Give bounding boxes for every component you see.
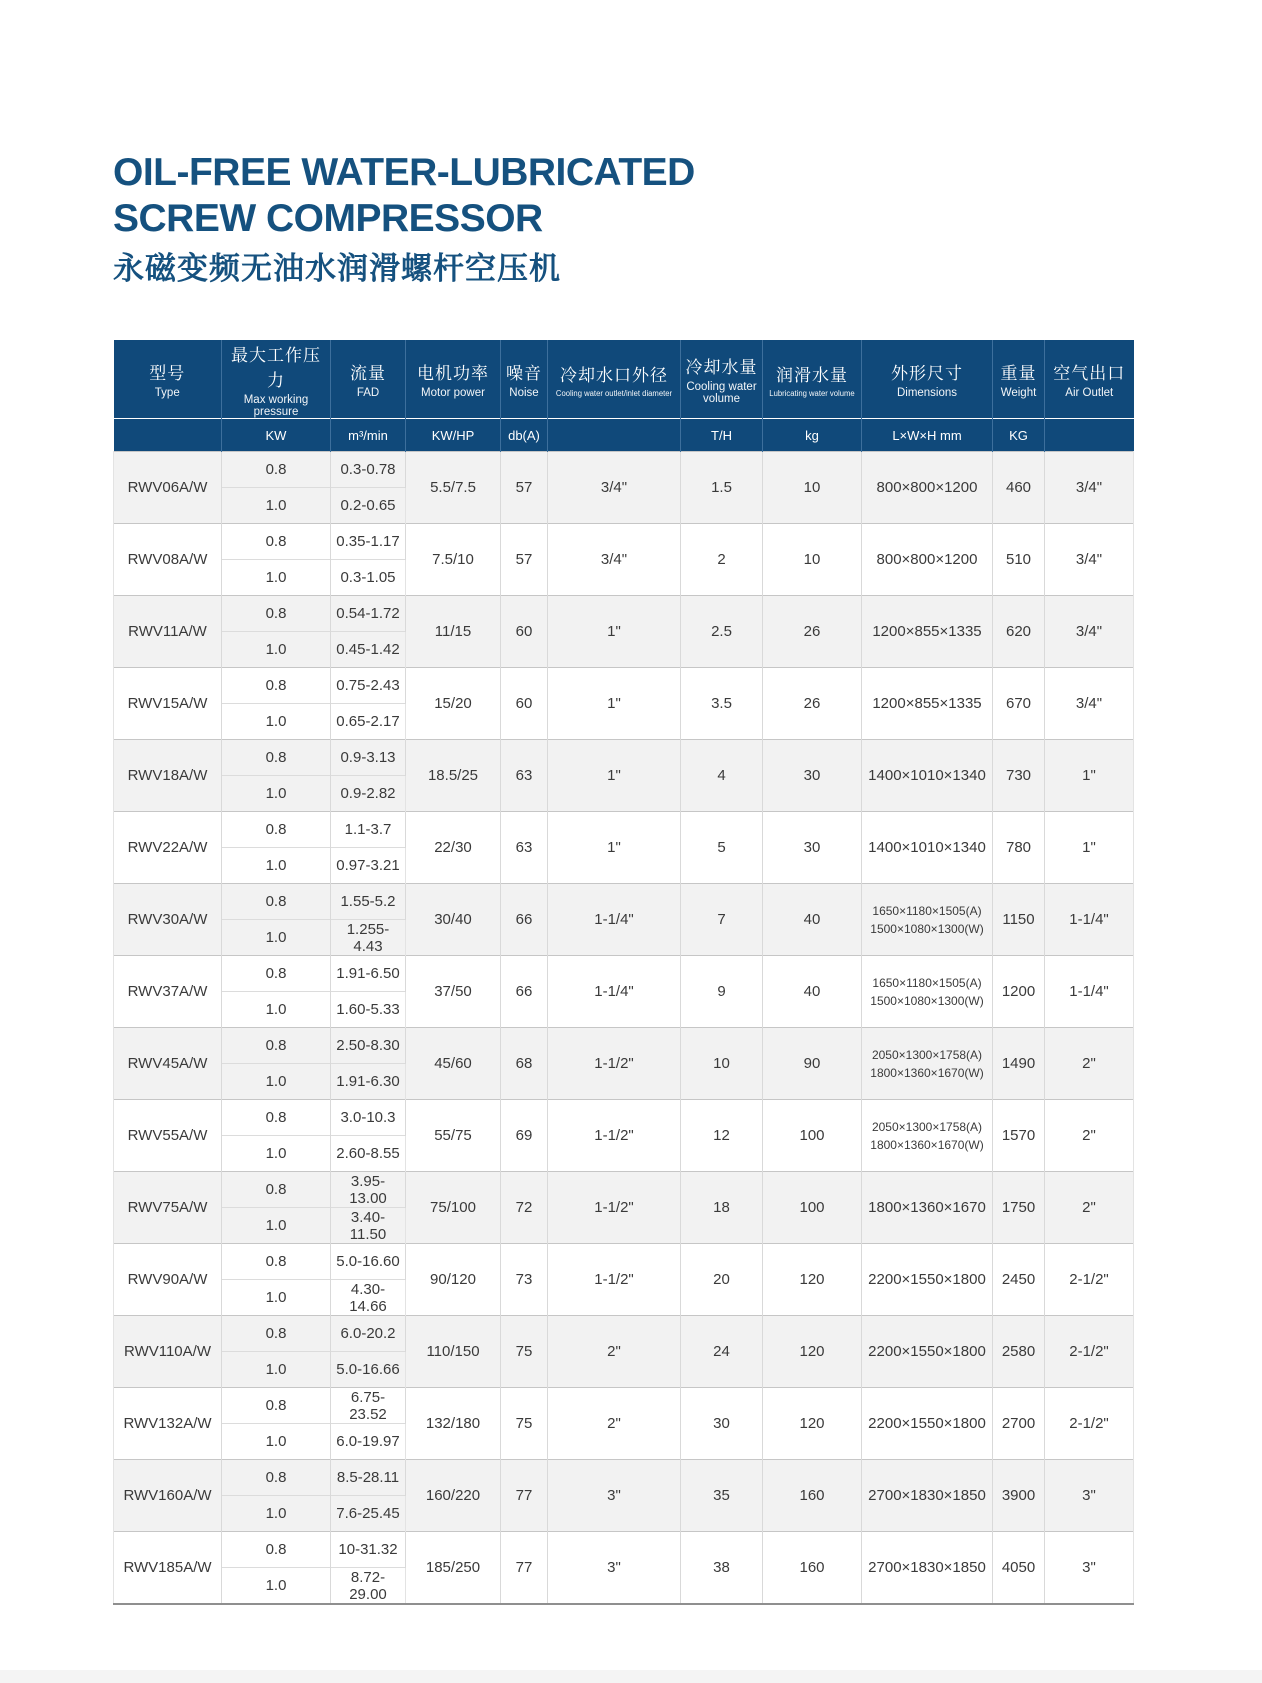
table-header [114, 340, 1134, 452]
dimensions-cell: 2200×1550×1800 [862, 1388, 993, 1460]
table-row [114, 956, 1134, 992]
col-header-8 [862, 340, 993, 419]
model-cell: RWV45A/W [114, 1028, 222, 1100]
col-header-en: Noise [509, 387, 539, 399]
weight-cell: 1750 [993, 1172, 1045, 1244]
model-cell: RWV18A/W [114, 740, 222, 812]
fad-cell: 3.40-11.50 [331, 1208, 406, 1244]
cooling-diameter-cell: 2" [548, 1388, 681, 1460]
dimensions-cell: 2200×1550×1800 [862, 1316, 993, 1388]
weight-cell: 730 [993, 740, 1045, 812]
cooling-diameter-cell: 1-1/2" [548, 1244, 681, 1316]
dimensions-cell: 2200×1550×1800 [862, 1244, 993, 1316]
table-row [114, 1388, 1134, 1424]
model-cell: RWV75A/W [114, 1172, 222, 1244]
col-header-en: Dimensions [896, 387, 958, 399]
air-outlet-cell: 1" [1045, 812, 1134, 884]
col-header-cn: 噪音 [506, 364, 542, 383]
cooling-diameter-cell: 1-1/2" [548, 1172, 681, 1244]
pressure-cell: 0.8 [222, 1100, 331, 1136]
fad-cell: 0.2-0.65 [331, 488, 406, 524]
lubricating-volume-cell: 40 [763, 884, 862, 956]
table-row [114, 812, 1134, 848]
fad-cell: 1.91-6.50 [331, 956, 406, 992]
model-cell: RWV132A/W [114, 1388, 222, 1460]
pressure-cell: 1.0 [222, 704, 331, 740]
noise-cell: 68 [501, 1028, 548, 1100]
col-header-4 [501, 340, 548, 419]
lubricating-volume-cell: 26 [763, 668, 862, 740]
air-outlet-cell: 3" [1045, 1460, 1134, 1532]
fad-cell: 0.75-2.43 [331, 668, 406, 704]
fad-cell: 6.75-23.52 [331, 1388, 406, 1424]
model-cell: RWV110A/W [114, 1316, 222, 1388]
pressure-cell: 1.0 [222, 1424, 331, 1460]
dimensions-cell: 1400×1010×1340 [862, 812, 993, 884]
fad-cell: 0.65-2.17 [331, 704, 406, 740]
pressure-cell: 1.0 [222, 848, 331, 884]
col-header-en: Weight [1000, 387, 1037, 399]
col-header-7 [763, 340, 862, 419]
model-cell: RWV160A/W [114, 1460, 222, 1532]
header-row [114, 340, 1134, 419]
col-unit-9: KG [993, 419, 1045, 452]
table-row [114, 1316, 1134, 1352]
motor-power-cell: 30/40 [406, 884, 501, 956]
cooling-volume-cell: 12 [681, 1100, 763, 1172]
lubricating-volume-cell: 10 [763, 524, 862, 596]
fad-cell: 0.54-1.72 [331, 596, 406, 632]
col-header-1 [222, 340, 331, 419]
cooling-diameter-cell: 1-1/4" [548, 884, 681, 956]
model-cell: RWV06A/W [114, 452, 222, 524]
cooling-diameter-cell: 3/4" [548, 524, 681, 596]
col-header-cn: 空气出口 [1053, 364, 1126, 383]
air-outlet-cell: 3/4" [1045, 452, 1134, 524]
weight-cell: 1490 [993, 1028, 1045, 1100]
cooling-volume-cell: 2 [681, 524, 763, 596]
cooling-diameter-cell: 1-1/2" [548, 1100, 681, 1172]
lubricating-volume-cell: 30 [763, 740, 862, 812]
motor-power-cell: 55/75 [406, 1100, 501, 1172]
col-header-0 [114, 340, 222, 419]
col-header-6 [681, 340, 763, 419]
noise-cell: 75 [501, 1316, 548, 1388]
pressure-cell: 0.8 [222, 596, 331, 632]
pressure-cell: 1.0 [222, 992, 331, 1028]
dimensions-cell: 1650×1180×1505(A) 1500×1080×1300(W) [862, 956, 993, 1028]
noise-cell: 60 [501, 668, 548, 740]
cooling-volume-cell: 30 [681, 1388, 763, 1460]
col-unit-7: kg [763, 419, 862, 452]
fad-cell: 8.72-29.00 [331, 1568, 406, 1605]
col-unit-2: m³/min [331, 419, 406, 452]
noise-cell: 63 [501, 740, 548, 812]
air-outlet-cell: 3/4" [1045, 668, 1134, 740]
footer-strip [0, 1670, 1262, 1683]
col-unit-0 [114, 419, 222, 452]
weight-cell: 1200 [993, 956, 1045, 1028]
cooling-diameter-cell: 1" [548, 812, 681, 884]
table-row [114, 1460, 1134, 1496]
fad-cell: 0.3-1.05 [331, 560, 406, 596]
fad-cell: 10-31.32 [331, 1532, 406, 1568]
col-header-cn: 流量 [350, 364, 386, 383]
air-outlet-cell: 3/4" [1045, 596, 1134, 668]
col-header-en: Cooling water volume [686, 381, 757, 405]
page-title-line1: OIL-FREE WATER-LUBRICATED [113, 151, 695, 194]
pressure-cell: 1.0 [222, 1208, 331, 1244]
weight-cell: 780 [993, 812, 1045, 884]
pressure-cell: 1.0 [222, 920, 331, 956]
cooling-volume-cell: 38 [681, 1532, 763, 1605]
page-title [113, 150, 695, 242]
table-row [114, 1532, 1134, 1568]
col-header-en: Lubricating water volume [769, 388, 855, 398]
pressure-cell: 0.8 [222, 668, 331, 704]
table-row [114, 1028, 1134, 1064]
fad-cell: 0.45-1.42 [331, 632, 406, 668]
noise-cell: 69 [501, 1100, 548, 1172]
cooling-volume-cell: 5 [681, 812, 763, 884]
air-outlet-cell: 2-1/2" [1045, 1388, 1134, 1460]
col-header-cn: 外形尺寸 [891, 364, 963, 383]
table-row [114, 668, 1134, 704]
pressure-cell: 0.8 [222, 1316, 331, 1352]
cooling-volume-cell: 10 [681, 1028, 763, 1100]
pressure-cell: 1.0 [222, 1568, 331, 1605]
noise-cell: 73 [501, 1244, 548, 1316]
lubricating-volume-cell: 100 [763, 1100, 862, 1172]
motor-power-cell: 45/60 [406, 1028, 501, 1100]
col-header-cn: 冷却水口外径 [560, 365, 668, 385]
fad-cell: 0.35-1.17 [331, 524, 406, 560]
noise-cell: 60 [501, 596, 548, 668]
col-unit-5 [548, 419, 681, 452]
dimensions-cell: 1800×1360×1670 [862, 1172, 993, 1244]
motor-power-cell: 160/220 [406, 1460, 501, 1532]
fad-cell: 1.255-4.43 [331, 920, 406, 956]
weight-cell: 620 [993, 596, 1045, 668]
fad-cell: 3.95-13.00 [331, 1172, 406, 1208]
weight-cell: 4050 [993, 1532, 1045, 1605]
cooling-volume-cell: 20 [681, 1244, 763, 1316]
cooling-volume-cell: 24 [681, 1316, 763, 1388]
model-cell: RWV11A/W [114, 596, 222, 668]
lubricating-volume-cell: 10 [763, 452, 862, 524]
pressure-cell: 0.8 [222, 1244, 331, 1280]
dimensions-cell: 800×800×1200 [862, 524, 993, 596]
weight-cell: 670 [993, 668, 1045, 740]
weight-cell: 2700 [993, 1388, 1045, 1460]
col-header-10 [1045, 340, 1134, 419]
col-header-en: Cooling water outlet/inlet diameter [555, 388, 673, 398]
col-header-cn: 冷却水量 [685, 358, 758, 377]
motor-power-cell: 185/250 [406, 1532, 501, 1605]
pressure-cell: 1.0 [222, 1064, 331, 1100]
col-header-3 [406, 340, 501, 419]
table-row [114, 1244, 1134, 1280]
lubricating-volume-cell: 30 [763, 812, 862, 884]
pressure-cell: 1.0 [222, 1280, 331, 1316]
motor-power-cell: 37/50 [406, 956, 501, 1028]
air-outlet-cell: 2-1/2" [1045, 1316, 1134, 1388]
fad-cell: 1.1-3.7 [331, 812, 406, 848]
noise-cell: 66 [501, 956, 548, 1028]
cooling-diameter-cell: 2" [548, 1316, 681, 1388]
motor-power-cell: 15/20 [406, 668, 501, 740]
model-cell: RWV37A/W [114, 956, 222, 1028]
dimensions-cell: 1200×855×1335 [862, 668, 993, 740]
table-row [114, 524, 1134, 560]
dimensions-cell: 1650×1180×1505(A) 1500×1080×1300(W) [862, 884, 993, 956]
model-cell: RWV30A/W [114, 884, 222, 956]
col-header-2 [331, 340, 406, 419]
pressure-cell: 0.8 [222, 1460, 331, 1496]
weight-cell: 510 [993, 524, 1045, 596]
fad-cell: 6.0-20.2 [331, 1316, 406, 1352]
lubricating-volume-cell: 100 [763, 1172, 862, 1244]
col-unit-10 [1045, 419, 1134, 452]
col-unit-8: L×W×H mm [862, 419, 993, 452]
air-outlet-cell: 3/4" [1045, 524, 1134, 596]
fad-cell: 0.97-3.21 [331, 848, 406, 884]
pressure-cell: 0.8 [222, 1172, 331, 1208]
air-outlet-cell: 1-1/4" [1045, 884, 1134, 956]
air-outlet-cell: 2" [1045, 1172, 1134, 1244]
motor-power-cell: 7.5/10 [406, 524, 501, 596]
col-unit-1: KW [222, 419, 331, 452]
spec-table [113, 340, 1134, 1605]
col-header-en: Max working pressure [243, 393, 309, 418]
lubricating-volume-cell: 120 [763, 1316, 862, 1388]
table-row [114, 884, 1134, 920]
cooling-volume-cell: 35 [681, 1460, 763, 1532]
motor-power-cell: 132/180 [406, 1388, 501, 1460]
cooling-volume-cell: 3.5 [681, 668, 763, 740]
table-row [114, 1100, 1134, 1136]
weight-cell: 460 [993, 452, 1045, 524]
table-row [114, 1172, 1134, 1208]
fad-cell: 0.9-3.13 [331, 740, 406, 776]
motor-power-cell: 110/150 [406, 1316, 501, 1388]
fad-cell: 3.0-10.3 [331, 1100, 406, 1136]
col-unit-6: T/H [681, 419, 763, 452]
model-cell: RWV90A/W [114, 1244, 222, 1316]
fad-cell: 8.5-28.11 [331, 1460, 406, 1496]
cooling-diameter-cell: 3" [548, 1532, 681, 1605]
weight-cell: 1570 [993, 1100, 1045, 1172]
pressure-cell: 0.8 [222, 884, 331, 920]
weight-cell: 2450 [993, 1244, 1045, 1316]
noise-cell: 72 [501, 1172, 548, 1244]
fad-cell: 5.0-16.66 [331, 1352, 406, 1388]
cooling-volume-cell: 4 [681, 740, 763, 812]
pressure-cell: 1.0 [222, 776, 331, 812]
fad-cell: 1.60-5.33 [331, 992, 406, 1028]
col-header-en: Air Outlet [1065, 387, 1114, 399]
model-cell: RWV55A/W [114, 1100, 222, 1172]
model-cell: RWV08A/W [114, 524, 222, 596]
fad-cell: 1.55-5.2 [331, 884, 406, 920]
cooling-volume-cell: 7 [681, 884, 763, 956]
pressure-cell: 0.8 [222, 524, 331, 560]
fad-cell: 2.50-8.30 [331, 1028, 406, 1064]
page-subtitle: 永磁变频无油水润滑螺杆空压机 [113, 251, 561, 286]
lubricating-volume-cell: 40 [763, 956, 862, 1028]
fad-cell: 5.0-16.60 [331, 1244, 406, 1280]
weight-cell: 2580 [993, 1316, 1045, 1388]
col-header-en: Motor power [421, 387, 485, 399]
pressure-cell: 1.0 [222, 1136, 331, 1172]
motor-power-cell: 5.5/7.5 [406, 452, 501, 524]
model-cell: RWV15A/W [114, 668, 222, 740]
col-header-cn: 型号 [149, 364, 186, 383]
motor-power-cell: 90/120 [406, 1244, 501, 1316]
fad-cell: 6.0-19.97 [331, 1424, 406, 1460]
pressure-cell: 0.8 [222, 1028, 331, 1064]
cooling-volume-cell: 1.5 [681, 452, 763, 524]
noise-cell: 77 [501, 1460, 548, 1532]
lubricating-volume-cell: 90 [763, 1028, 862, 1100]
motor-power-cell: 11/15 [406, 596, 501, 668]
weight-cell: 3900 [993, 1460, 1045, 1532]
cooling-volume-cell: 9 [681, 956, 763, 1028]
motor-power-cell: 22/30 [406, 812, 501, 884]
cooling-diameter-cell: 1-1/2" [548, 1028, 681, 1100]
dimensions-cell: 800×800×1200 [862, 452, 993, 524]
col-header-cn: 重量 [1000, 364, 1037, 383]
air-outlet-cell: 3" [1045, 1532, 1134, 1605]
motor-power-cell: 18.5/25 [406, 740, 501, 812]
noise-cell: 77 [501, 1532, 548, 1605]
dimensions-cell: 2700×1830×1850 [862, 1532, 993, 1605]
fad-cell: 2.60-8.55 [331, 1136, 406, 1172]
motor-power-cell: 75/100 [406, 1172, 501, 1244]
pressure-cell: 0.8 [222, 740, 331, 776]
air-outlet-cell: 1" [1045, 740, 1134, 812]
lubricating-volume-cell: 120 [763, 1244, 862, 1316]
table-row [114, 452, 1134, 488]
col-unit-4: db(A) [501, 419, 548, 452]
col-header-5 [548, 340, 681, 419]
table-body [114, 452, 1134, 1605]
air-outlet-cell: 2-1/2" [1045, 1244, 1134, 1316]
col-header-en: Type [154, 387, 180, 399]
units-row [114, 419, 1134, 452]
cooling-diameter-cell: 1-1/4" [548, 956, 681, 1028]
weight-cell: 1150 [993, 884, 1045, 956]
cooling-volume-cell: 2.5 [681, 596, 763, 668]
pressure-cell: 1.0 [222, 632, 331, 668]
lubricating-volume-cell: 120 [763, 1388, 862, 1460]
model-cell: RWV22A/W [114, 812, 222, 884]
pressure-cell: 1.0 [222, 488, 331, 524]
dimensions-cell: 1400×1010×1340 [862, 740, 993, 812]
air-outlet-cell: 1-1/4" [1045, 956, 1134, 1028]
cooling-diameter-cell: 3" [548, 1460, 681, 1532]
cooling-diameter-cell: 1" [548, 740, 681, 812]
air-outlet-cell: 2" [1045, 1100, 1134, 1172]
table-row [114, 740, 1134, 776]
pressure-cell: 0.8 [222, 956, 331, 992]
noise-cell: 57 [501, 524, 548, 596]
noise-cell: 66 [501, 884, 548, 956]
lubricating-volume-cell: 26 [763, 596, 862, 668]
fad-cell: 1.91-6.30 [331, 1064, 406, 1100]
dimensions-cell: 2700×1830×1850 [862, 1460, 993, 1532]
lubricating-volume-cell: 160 [763, 1532, 862, 1605]
fad-cell: 4.30-14.66 [331, 1280, 406, 1316]
fad-cell: 0.9-2.82 [331, 776, 406, 812]
fad-cell: 7.6-25.45 [331, 1496, 406, 1532]
col-header-cn: 最大工作压力 [231, 345, 321, 390]
cooling-diameter-cell: 1" [548, 596, 681, 668]
dimensions-cell: 2050×1300×1758(A) 1800×1360×1670(W) [862, 1100, 993, 1172]
cooling-diameter-cell: 1" [548, 668, 681, 740]
col-header-cn: 润滑水量 [776, 365, 848, 385]
model-cell: RWV185A/W [114, 1532, 222, 1605]
cooling-volume-cell: 18 [681, 1172, 763, 1244]
pressure-cell: 1.0 [222, 1496, 331, 1532]
pressure-cell: 1.0 [222, 560, 331, 596]
noise-cell: 75 [501, 1388, 548, 1460]
noise-cell: 57 [501, 452, 548, 524]
spec-table-wrap [113, 340, 1134, 1605]
col-header-cn: 电机功率 [417, 364, 489, 383]
col-header-en: FAD [356, 387, 380, 399]
pressure-cell: 0.8 [222, 452, 331, 488]
noise-cell: 63 [501, 812, 548, 884]
lubricating-volume-cell: 160 [763, 1460, 862, 1532]
pressure-cell: 0.8 [222, 1388, 331, 1424]
pressure-cell: 1.0 [222, 1352, 331, 1388]
fad-cell: 0.3-0.78 [331, 452, 406, 488]
table-row [114, 596, 1134, 632]
pressure-cell: 0.8 [222, 812, 331, 848]
pressure-cell: 0.8 [222, 1532, 331, 1568]
dimensions-cell: 1200×855×1335 [862, 596, 993, 668]
page-title-line2: SCREW COMPRESSOR [113, 197, 543, 241]
dimensions-cell: 2050×1300×1758(A) 1800×1360×1670(W) [862, 1028, 993, 1100]
col-unit-3: KW/HP [406, 419, 501, 452]
col-header-9 [993, 340, 1045, 419]
air-outlet-cell: 2" [1045, 1028, 1134, 1100]
cooling-diameter-cell: 3/4" [548, 452, 681, 524]
